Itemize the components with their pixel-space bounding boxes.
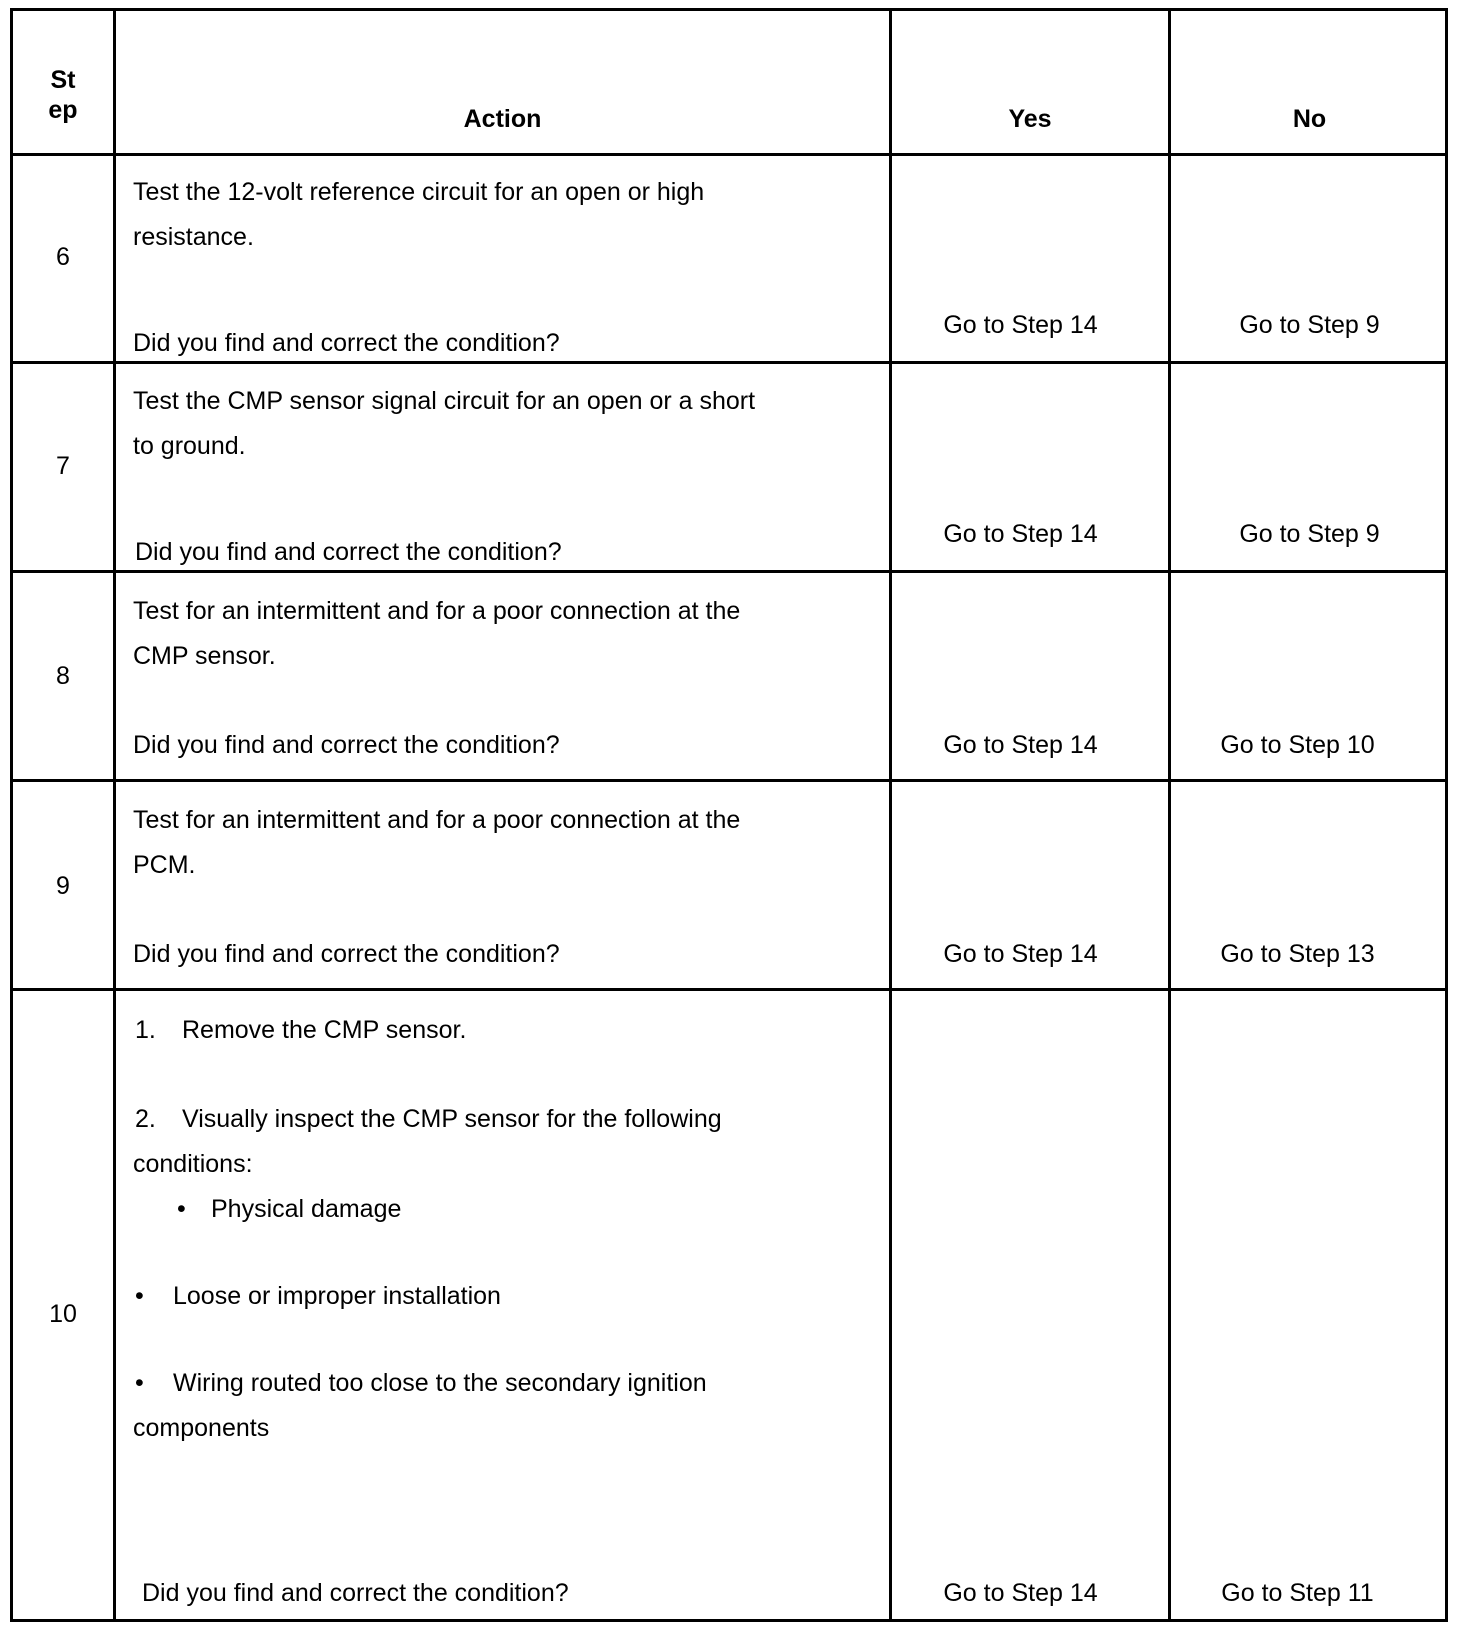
row-divider: [13, 570, 1445, 573]
row-divider: [13, 779, 1445, 782]
action-question: Did you find and correct the condition?: [133, 731, 560, 759]
action-question: Did you find and correct the condition?: [142, 1579, 569, 1607]
no-target: Go to Step 9: [1239, 311, 1380, 339]
action-text: Test for an intermittent and for a poor connection at the: [133, 597, 741, 625]
action-text: CMP sensor.: [133, 642, 276, 670]
bullet-glyph: •: [135, 1369, 144, 1397]
step-number: 8: [56, 662, 70, 690]
list-item-number: 2.: [135, 1105, 156, 1133]
column-divider: [113, 11, 116, 1619]
action-text: to ground.: [133, 432, 246, 460]
action-text: Visually inspect the CMP sensor for the following: [182, 1105, 722, 1133]
no-target: Go to Step 13: [1220, 940, 1375, 968]
action-question: Did you find and correct the condition?: [135, 538, 562, 566]
action-question: Did you find and correct the condition?: [133, 940, 560, 968]
header-step-line2: ep: [48, 96, 78, 124]
action-text: Test the 12-volt reference circuit for an open or high: [133, 178, 705, 206]
bullet-item: Wiring routed too close to the secondary ignition: [173, 1369, 707, 1397]
step-number: 9: [56, 872, 70, 900]
action-text: Remove the CMP sensor.: [182, 1016, 467, 1044]
list-item-number: 1.: [135, 1016, 156, 1044]
yes-target: Go to Step 14: [943, 311, 1098, 339]
header-yes: Yes: [1008, 105, 1052, 133]
bullet-item: components: [133, 1414, 270, 1442]
action-question: Did you find and correct the condition?: [133, 329, 560, 357]
diagnostic-table: [10, 8, 1448, 1622]
row-divider: [13, 153, 1445, 156]
yes-target: Go to Step 14: [943, 520, 1098, 548]
no-target: Go to Step 9: [1239, 520, 1380, 548]
no-target: Go to Step 11: [1221, 1579, 1374, 1607]
action-text: resistance.: [133, 223, 254, 251]
yes-target: Go to Step 14: [943, 1579, 1098, 1607]
action-text: PCM.: [133, 851, 196, 879]
column-divider: [889, 11, 892, 1619]
no-target: Go to Step 10: [1220, 731, 1375, 759]
header-action: Action: [463, 105, 542, 133]
step-number: 6: [56, 243, 70, 271]
step-number: 7: [56, 452, 70, 480]
row-divider: [13, 361, 1445, 364]
action-text: Test for an intermittent and for a poor connection at the: [133, 806, 741, 834]
action-text: conditions:: [133, 1150, 253, 1178]
step-number: 10: [49, 1300, 77, 1328]
bullet-item: Loose or improper installation: [173, 1282, 501, 1310]
column-divider: [1168, 11, 1171, 1619]
yes-target: Go to Step 14: [943, 731, 1098, 759]
action-text: Test the CMP sensor signal circuit for an open or a short: [133, 387, 756, 415]
bullet-glyph: •: [177, 1195, 186, 1223]
bullet-glyph: •: [135, 1282, 144, 1310]
header-step-line1: St: [50, 66, 76, 94]
header-step: [13, 65, 113, 125]
yes-target: Go to Step 14: [943, 940, 1098, 968]
bullet-item: Physical damage: [211, 1195, 402, 1223]
row-divider: [13, 988, 1445, 991]
header-no: No: [1292, 105, 1327, 133]
